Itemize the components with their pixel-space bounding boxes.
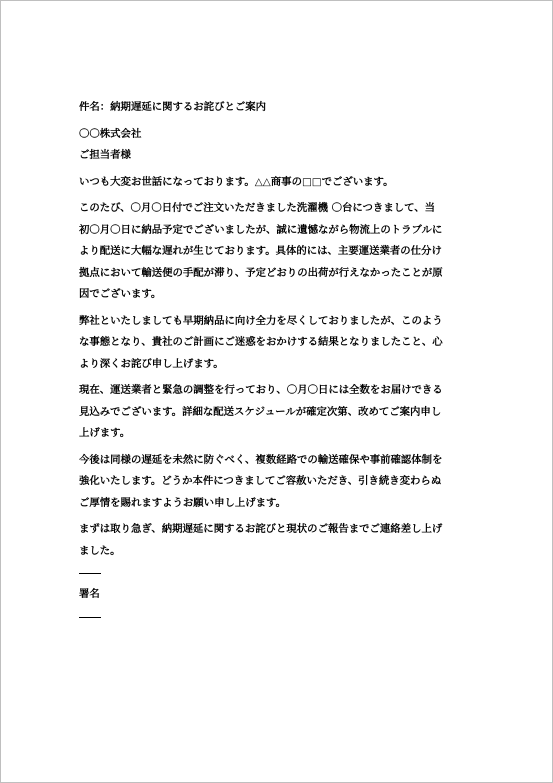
subject-line: 件名：納期遅延に関するお詫びとご案内 bbox=[79, 101, 267, 113]
paragraph-line: このたび、〇月〇日付でご注文いただきました洗濯機 〇台につきまして、当 bbox=[79, 202, 436, 214]
paragraph-line: な事態となり、貴社のご計画にご迷惑をおかけする結果となりましたこと、心 bbox=[79, 336, 443, 348]
recipient-company: 〇〇株式会社 bbox=[79, 127, 142, 140]
signature-rule-bottom bbox=[79, 617, 101, 618]
paragraph-line: 初〇月〇日に納品予定でございましたが、誠に遺憾ながら物流上のトラブルに bbox=[79, 223, 443, 236]
paragraph-line: 強化いたします。どうか本件につきましてご容赦いただき、引き続き変わらぬ bbox=[79, 475, 442, 487]
paragraph-prevention bbox=[79, 450, 471, 515]
letter-body bbox=[79, 97, 471, 628]
signature-label: 署名 bbox=[79, 588, 100, 600]
paragraph-line: 因でございます。 bbox=[79, 288, 162, 300]
paragraph-line: より配送に大幅な遅れが生じております。具体的には、主要運送業者の仕分け bbox=[79, 245, 442, 257]
paragraph-current-status bbox=[79, 380, 471, 445]
paragraph-closing bbox=[79, 519, 471, 562]
paragraph-line: 拠点において輸送便の手配が滞り、予定どおりの出荷が行えなかったことが原 bbox=[79, 266, 443, 279]
paragraph-line: ました。 bbox=[79, 544, 121, 557]
paragraph-apology bbox=[79, 311, 471, 376]
greeting: いつも大変お世話になっております。△△商事の□□でございます。 bbox=[79, 175, 394, 188]
recipient-person: ご担当者様 bbox=[79, 149, 131, 161]
paragraph-line: 上げます。 bbox=[79, 427, 131, 439]
paragraph-line: 見込みでございます。詳細な配送スケジュールが確定次第、改めてご案内申し bbox=[79, 405, 442, 418]
paragraph-line: まずは取り急ぎ、納期遅延に関するお詫びと現状のご報告までご連絡差し上げ bbox=[79, 523, 443, 535]
signature-rule-top bbox=[79, 573, 101, 574]
paragraph-line: 弊社といたしましても早期納品に向け全力を尽くしておりましたが、このよう bbox=[79, 314, 443, 327]
paragraph-line: より深くお詫び申し上げます。 bbox=[79, 357, 224, 370]
paragraph-line: 現在、運送業者と緊急の調整を行っており、〇月〇日には全数をお届けできる bbox=[79, 384, 443, 396]
paragraph-delay-details bbox=[79, 198, 471, 306]
paragraph-line: 今後は同様の遅延を未然に防ぐべく、複数経路での輸送確保や事前確認体制を bbox=[79, 453, 443, 466]
paragraph-line: ご厚情を賜れますようお願い申し上げます。 bbox=[79, 496, 286, 509]
